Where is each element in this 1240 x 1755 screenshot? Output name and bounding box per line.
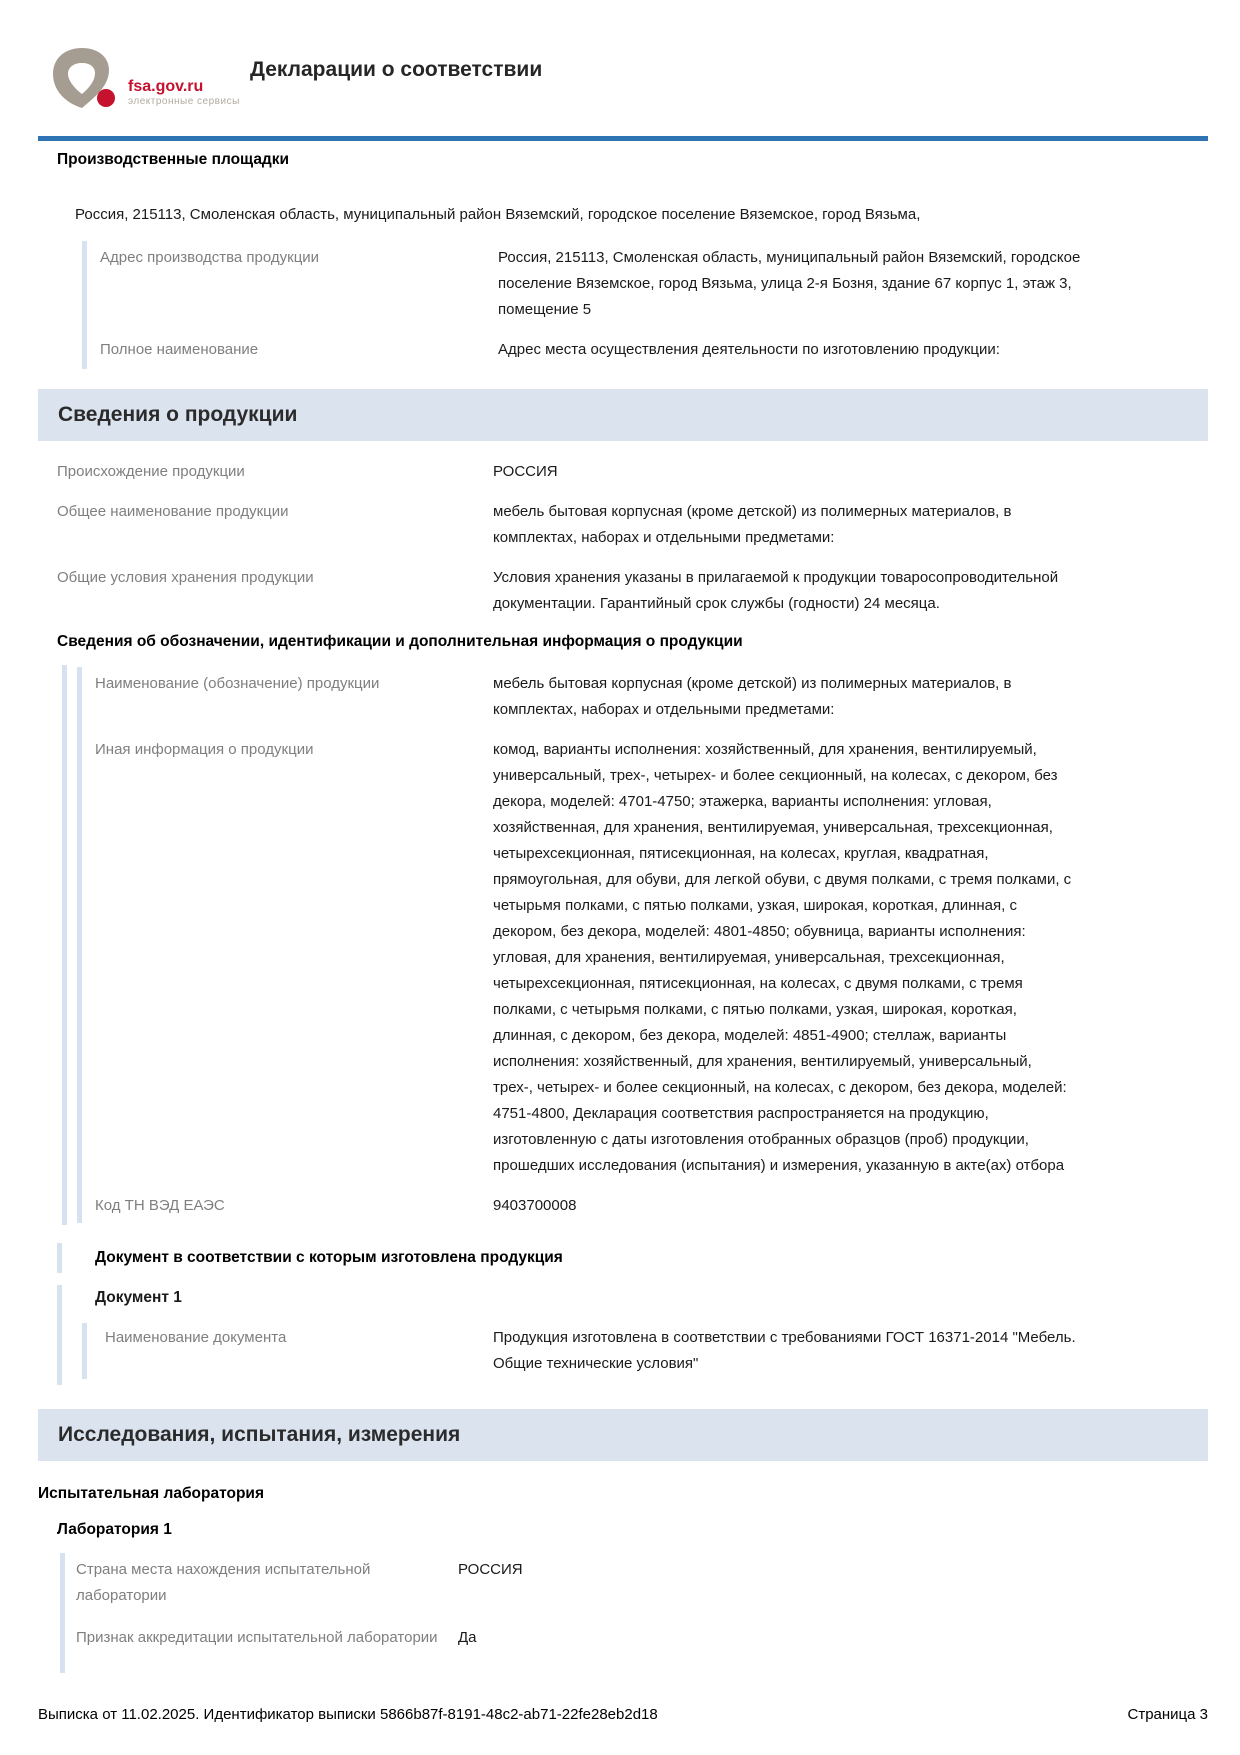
production-site-details bbox=[82, 241, 1208, 369]
field-value: 9403700008 bbox=[493, 1197, 577, 1214]
field-value: комод, варианты исполнения: хозяйственный, для хранения, вентилируемый, универсальный, трех-, четырех- и более секционный, на колесах, с декором, без декора, моделей: 4701-4750; этажерка, варианты исполнения: угловая, хозяйственная, для хранения, вентилируемая, универсальная, трехсекционная, четырехсекционная, пятисекционная, на колесах, круглая, квадратная, прямоугольная, для обуви, для легкой обуви, с двумя полками, с тремя полками, с четырьмя полками, с пятью полками, узкая, широкая, короткая, длинная, с декором, без декора, моделей: 4801-4850; обувница, варианты исполнения: угловая, для хранения, вентилируемая, универсальная, трехсекционная, четырехсекционная, пятисекционная, на колесах, с двумя полками, с тремя полками, с четырьмя полками, с пятью полками, узкая, широкая, короткая, длинная, с декором, без декора, моделей: 4851-4900; стеллаж, варианты исполнения: хозяйственный, для хранения, вентилируемый, универсальный, трех-, четырех- и более секционный, на колесах, с декором, без декора, моделей: 4751-4800, Декларация соответствия распространяется на продукцию, изготовленную с даты изготовления отобранных образцов (проб) продукции, прошедших исследования (испытания) и измерения, указанную в акте(ах) отбора bbox=[493, 741, 1072, 1174]
section-heading-designation: Сведения об обозначении, идентификации и дополнительная информация о продукции bbox=[57, 633, 743, 650]
field-value: РОССИЯ bbox=[458, 1561, 523, 1578]
document-section-heading-block bbox=[57, 1243, 1208, 1273]
field-value: РОССИЯ bbox=[493, 463, 558, 480]
table-row bbox=[57, 459, 1208, 485]
field-value: мебель бытовая корпусная (кроме детской) из полимерных материалов, в комплектах, наборах и отдельными предметами: bbox=[493, 503, 1012, 546]
field-value: Адрес места осуществления деятельности по изготовлению продукции: bbox=[498, 341, 1000, 358]
document-1-title: Документ 1 bbox=[95, 1289, 182, 1306]
logo-tagline: электронные сервисы bbox=[128, 96, 240, 107]
page-footer bbox=[38, 1706, 1208, 1723]
product-info-rows bbox=[57, 459, 1208, 617]
divider bbox=[38, 136, 1208, 141]
table-row bbox=[95, 737, 1208, 1179]
table-row bbox=[95, 1193, 1208, 1219]
table-row bbox=[100, 245, 1208, 323]
table-row bbox=[95, 671, 1208, 723]
section-heading-test-lab: Испытательная лаборатория bbox=[38, 1485, 264, 1502]
field-label: Код ТН ВЭД ЕАЭС bbox=[95, 1197, 225, 1214]
field-label: Адрес производства продукции bbox=[100, 249, 320, 266]
field-label: Признак аккредитации испытательной лаборатории bbox=[76, 1629, 438, 1646]
field-label: Общее наименование продукции bbox=[57, 503, 289, 520]
field-value: мебель бытовая корпусная (кроме детской) из полимерных материалов, в комплектах, наборах и отдельными предметами: bbox=[493, 675, 1012, 718]
page-header bbox=[38, 46, 1208, 130]
section-heading-document: Документ в соответствии с которым изготовлена продукция bbox=[95, 1249, 563, 1266]
field-label: Страна места нахождения испытательной лаборатории bbox=[76, 1561, 371, 1604]
logo-text bbox=[128, 78, 240, 110]
fsa-logo bbox=[48, 46, 240, 110]
field-label: Наименование документа bbox=[105, 1329, 287, 1346]
field-value: Условия хранения указаны в прилагаемой к продукции товаросопроводительной документации. Гарантийный срок службы (годности) 24 месяца. bbox=[493, 569, 1059, 612]
field-value: Да bbox=[458, 1629, 477, 1646]
table-row bbox=[57, 499, 1208, 551]
designation-outer-block bbox=[62, 665, 1208, 1225]
field-value: Продукция изготовлена в соответствии с требованиями ГОСТ 16371-2014 "Мебель. Общие технические условия" bbox=[493, 1329, 1076, 1372]
designation-inner-block bbox=[77, 667, 1208, 1223]
table-row bbox=[105, 1325, 1208, 1377]
field-value: Россия, 215113, Смоленская область, муниципальный район Вяземский, городское поселение Вяземское, город Вязьма, улица 2-я Бозня, здание 67 корпус 1, этаж 3, помещение 5 bbox=[498, 249, 1081, 318]
page-number: Страница 3 bbox=[1127, 1706, 1208, 1723]
field-label: Наименование (обозначение) продукции bbox=[95, 675, 380, 692]
lab-1-title: Лаборатория 1 bbox=[57, 1521, 172, 1538]
table-row bbox=[76, 1557, 1208, 1609]
field-label: Общие условия хранения продукции bbox=[57, 569, 314, 586]
table-row bbox=[57, 565, 1208, 617]
table-row bbox=[76, 1625, 1208, 1651]
logo-brand: fsa.gov.ru bbox=[128, 78, 204, 95]
section-heading-production-sites: Производственные площадки bbox=[57, 151, 290, 168]
table-row bbox=[100, 337, 1208, 363]
section-banner-product-info: Сведения о продукции bbox=[38, 389, 1208, 441]
document-1-details bbox=[82, 1323, 1208, 1379]
extract-id-text: Выписка от 11.02.2025. Идентификатор выписки 5866b87f-8191-48c2-ab71-22fe28eb2d18 bbox=[38, 1706, 658, 1723]
field-label: Иная информация о продукции bbox=[95, 741, 314, 758]
production-site-summary: Россия, 215113, Смоленская область, муниципальный район Вяземский, городское поселение Вяземское, город Вязьма, bbox=[75, 206, 921, 223]
field-label: Полное наименование bbox=[100, 341, 259, 358]
lab-1-details bbox=[60, 1553, 1208, 1673]
section-banner-research: Исследования, испытания, измерения bbox=[38, 1409, 1208, 1461]
document-1-block bbox=[57, 1285, 1208, 1385]
page-title: Декларации о соответствии bbox=[250, 58, 543, 81]
fsa-logo-icon bbox=[48, 46, 120, 110]
field-label: Происхождение продукции bbox=[57, 463, 245, 480]
